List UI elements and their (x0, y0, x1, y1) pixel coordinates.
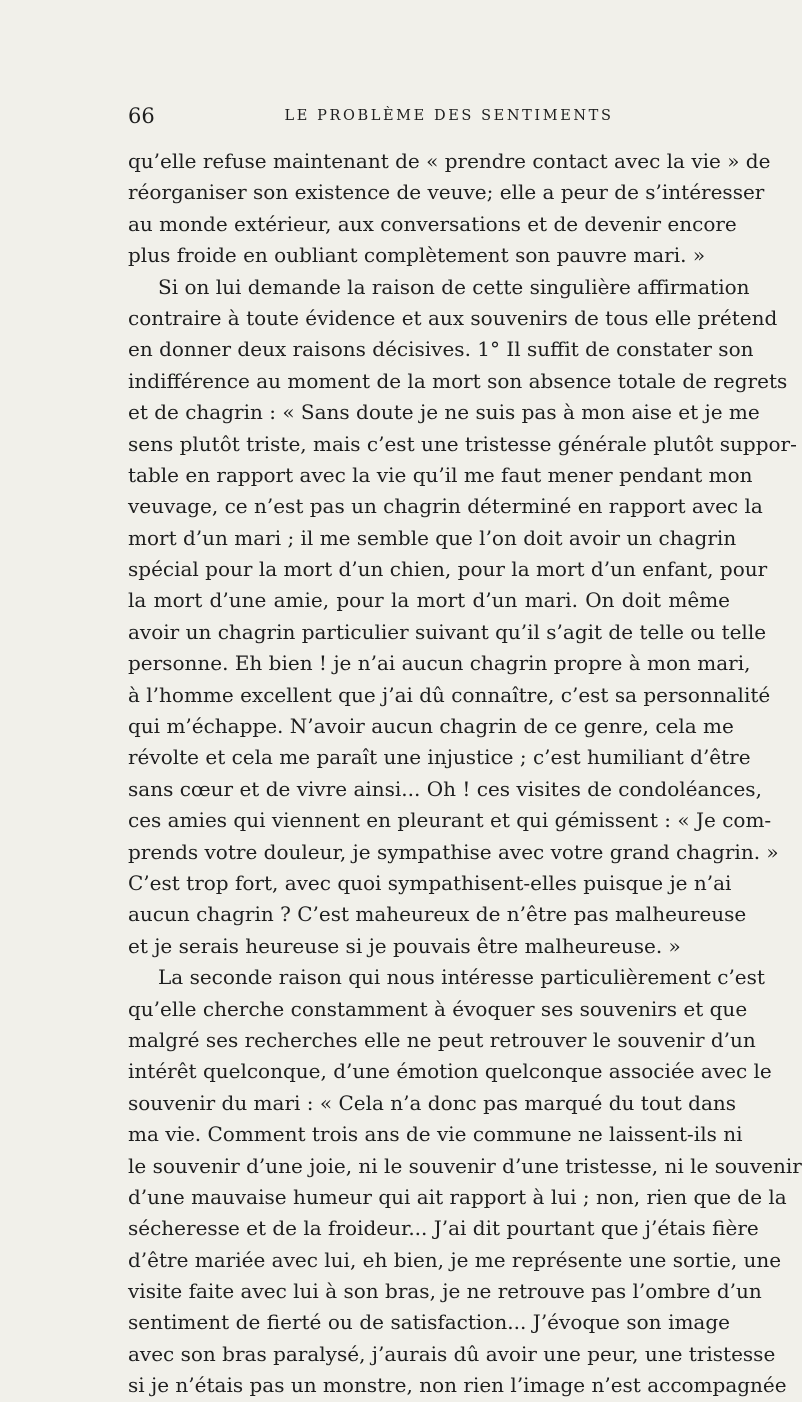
text-line: intérêt quelconque, d’une émotion quelconque associée avec le (128, 1059, 772, 1084)
text-line: d’une mauvaise humeur qui ait rapport à lui ; non, rien que de la (128, 1184, 787, 1209)
text-line: plus froide en oubliant complètement son pauvre mari. » (128, 243, 706, 268)
text-line: la mort d’une amie, pour la mort d’un mari. On doit même (128, 588, 730, 613)
text-line: mort d’un mari ; il me semble que l’on doit avoir un chagrin (128, 525, 737, 550)
text-line: souvenir du mari : « Cela n’a donc pas marqué du tout dans (128, 1090, 737, 1115)
text-line: spécial pour la mort d’un chien, pour la mort d’un enfant, pour (128, 557, 768, 582)
text-line: visite faite avec lui à son bras, je ne retrouve pas l’ombre d’un (128, 1279, 762, 1304)
text-line: et je serais heureuse si je pouvais être malheureuse. » (128, 933, 681, 958)
text-line: C’est trop fort, avec quoi sympathisent-elles puisque je n’ai (128, 870, 732, 895)
text-line: avoir un chagrin particulier suivant qu’il s’agit de telle ou telle (128, 619, 767, 644)
body-text (128, 146, 802, 1402)
text-line: si je n’étais pas un monstre, non rien l’image n’est accompagnée (128, 1373, 787, 1398)
text-line: qu’elle refuse maintenant de « prendre contact avec la vie » de (128, 149, 771, 173)
text-line: table en rapport avec la vie qu’il me faut mener pendant mon (128, 462, 753, 487)
text-line: qui m’échappe. N’avoir aucun chagrin de ce genre, cela me (128, 714, 734, 739)
text-line: La seconde raison qui nous intéresse particulièrement c’est (158, 965, 765, 990)
text-line: malgré ses recherches elle ne peut retrouver le souvenir d’un (128, 1027, 756, 1052)
text-line: Si on lui demande la raison de cette singulière affirmation (158, 274, 750, 299)
text-line: personne. Eh bien ! je n’ai aucun chagrin propre à mon mari, (128, 651, 751, 676)
text-line: à l’homme excellent que j’ai dû connaître, c’est sa personnalité (128, 682, 771, 707)
page-number: 66 (128, 104, 155, 128)
text-line: veuvage, ce n’est pas un chagrin déterminé en rapport avec la (128, 494, 763, 519)
running-title: LE PROBLÈME DES SENTIMENTS (284, 108, 614, 124)
text-line: en donner deux raisons décisives. 1° Il suffit de constater son (128, 337, 754, 362)
text-line: avec son bras paralysé, j’aurais dû avoir une peur, une tristesse (128, 1341, 776, 1366)
page-header (128, 102, 730, 130)
text-line: ma vie. Comment trois ans de vie commune ne laissent-ils ni (128, 1122, 743, 1147)
text-line: révolte et cela me paraît une injustice ; c’est humiliant d’être (128, 745, 751, 770)
text-line: au monde extérieur, aux conversations et de devenir encore (128, 211, 737, 236)
text-line: sens plutôt triste, mais c’est une tristesse générale plutôt suppor- (128, 431, 797, 456)
text-line: contraire à toute évidence et aux souvenirs de tous elle prétend (128, 305, 778, 330)
text-line: sans cœur et de vivre ainsi... Oh ! ces visites de condoléances, (128, 776, 762, 801)
text-line: prends votre douleur, je sympathise avec votre grand chagrin. » (128, 839, 779, 864)
text-line: ces amies qui viennent en pleurant et qui gémissent : « Je com- (128, 808, 772, 833)
text-line: qu’elle cherche constamment à évoquer ses souvenirs et que (128, 996, 748, 1021)
text-line: le souvenir d’une joie, ni le souvenir d’une tristesse, ni le souvenir (128, 1153, 802, 1178)
text-line: et de chagrin : « Sans doute je ne suis pas à mon aise et je me (128, 400, 760, 425)
text-line: sentiment de fierté ou de satisfaction... J’évoque son image (128, 1310, 730, 1335)
text-line: aucun chagrin ? C’est maheureux de n’être pas malheureuse (128, 902, 747, 927)
text-line: réorganiser son existence de veuve; elle a peur de s’intéresser (128, 180, 765, 205)
text-line: d’être mariée avec lui, eh bien, je me représente une sortie, une (128, 1247, 782, 1272)
text-line: sécheresse et de la froideur... J’ai dit pourtant que j’étais fière (128, 1216, 759, 1241)
text-line: indifférence au moment de la mort son absence totale de regrets (128, 368, 788, 393)
